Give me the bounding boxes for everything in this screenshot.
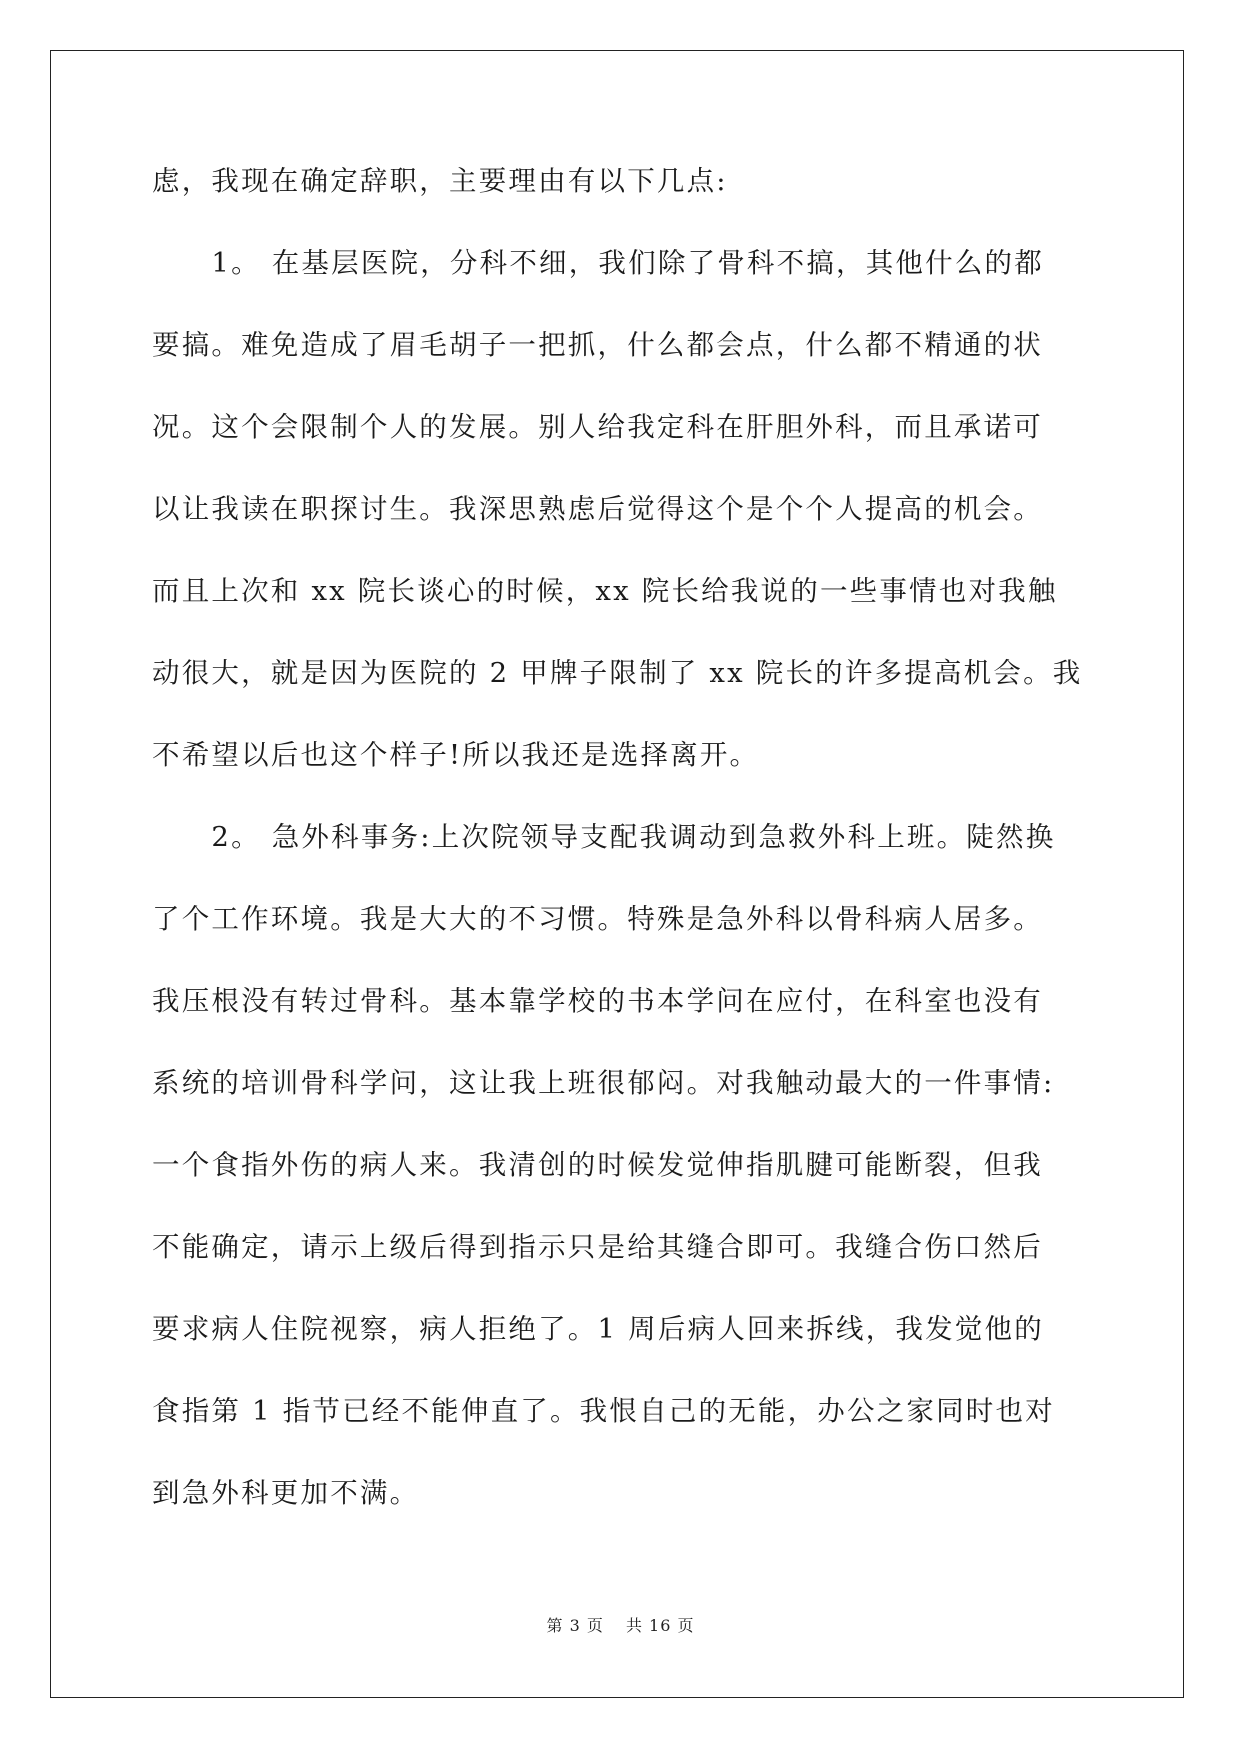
text-line: 虑，我现在确定辞职，主要理由有以下几点: [152, 165, 728, 197]
text-line: 我压根没有转过骨科。基本靠学校的书本学问在应付，在科室也没有 [152, 985, 1043, 1017]
text-line: 不能确定，请示上级后得到指示只是给其缝合即可。我缝合伤口然后 [152, 1231, 1043, 1263]
text-line: 不希望以后也这个样子!所以我还是选择离开。 [152, 739, 760, 771]
text-line: 动很大，就是因为医院的 2 甲牌子限制了 xx 院长的许多提高机会。我 [152, 657, 1083, 689]
page-number: 第 3 页 [546, 1616, 604, 1635]
text-line: 食指第 1 指节已经不能伸直了。我恨自己的无能，办公之家同时也对 [152, 1395, 1055, 1427]
text-line: 1。 在基层医院，分科不细，我们除了骨科不搞，其他什么的都 [152, 247, 1044, 279]
text-line: 2。 急外科事务:上次院领导支配我调动到急救外科上班。陡然换 [152, 821, 1056, 853]
text-line: 而且上次和 xx 院长谈心的时候，xx 院长给我说的一些事情也对我触 [152, 575, 1058, 607]
text-line: 况。这个会限制个人的发展。别人给我定科在肝胆外科，而且承诺可 [152, 411, 1043, 443]
text-line: 一个食指外伤的病人来。我清创的时候发觉伸指肌腱可能断裂，但我 [152, 1149, 1043, 1181]
text-line: 以让我读在职探讨生。我深思熟虑后觉得这个是个个人提高的机会。 [152, 493, 1043, 525]
text-line: 到急外科更加不满。 [152, 1477, 420, 1509]
page-footer [0, 1613, 1241, 1636]
text-line: 要求病人住院视察，病人拒绝了。1 周后病人回来拆线，我发觉他的 [152, 1313, 1044, 1345]
text-line: 要搞。难免造成了眉毛胡子一把抓，什么都会点，什么都不精通的状 [152, 329, 1043, 361]
text-line: 了个工作环境。我是大大的不习惯。特殊是急外科以骨科病人居多。 [152, 903, 1043, 935]
text-line: 系统的培训骨科学问，这让我上班很郁闷。对我触动最大的一件事情: [152, 1067, 1055, 1099]
page-total: 共 16 页 [625, 1616, 695, 1635]
document-body [152, 162, 1088, 1556]
